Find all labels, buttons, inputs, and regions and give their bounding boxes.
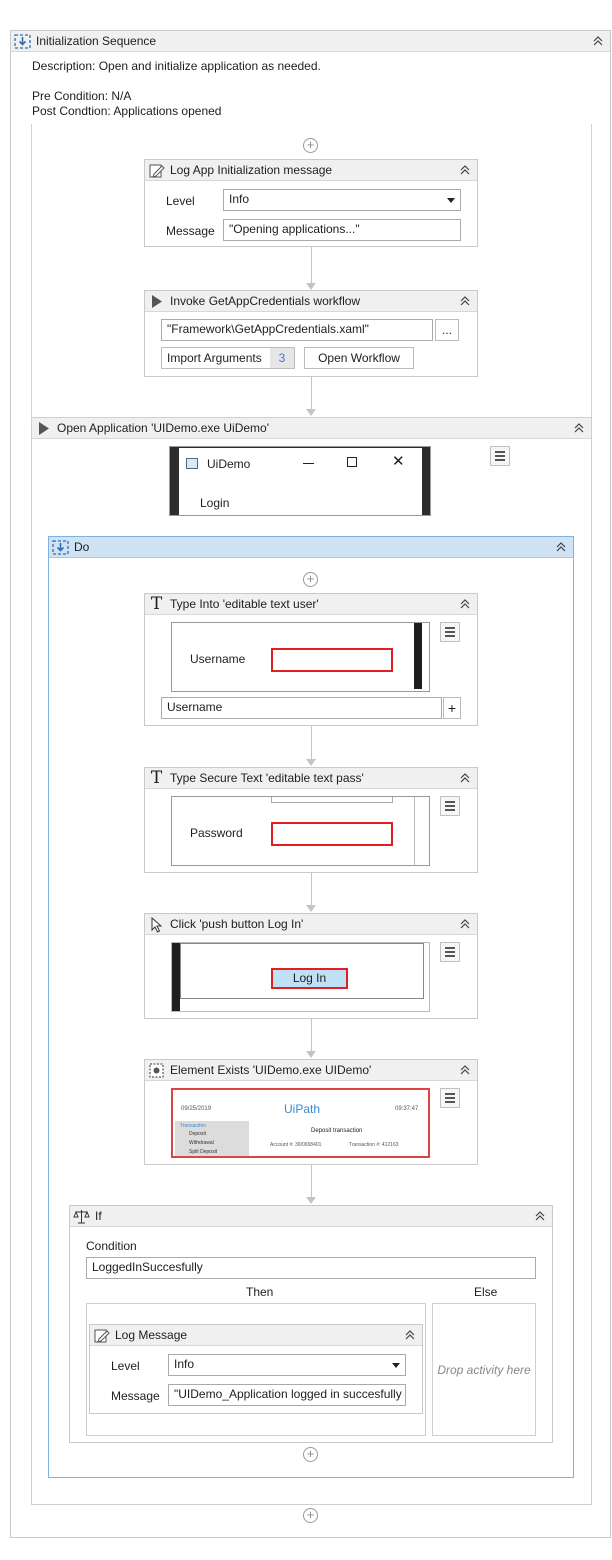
connector-arrow xyxy=(306,759,316,766)
open-application-title: Open Application 'UIDemo.exe UiDemo' xyxy=(57,421,270,435)
connector-arrow xyxy=(306,409,316,416)
log-init-title: Log App Initialization message xyxy=(170,163,333,177)
connector-line xyxy=(311,1019,312,1052)
log-message-header[interactable] xyxy=(90,1325,422,1346)
sequence-title: Initialization Sequence xyxy=(36,34,157,48)
log-message-level-label: Level xyxy=(111,1359,140,1373)
log-message-icon xyxy=(148,162,165,179)
log-message-message-input[interactable]: "UIDemo_Application logged in succesfully xyxy=(168,1384,406,1406)
import-arguments-count: 3 xyxy=(270,348,294,368)
invoke-path-input[interactable]: "Framework\GetAppCredentials.xaml" xyxy=(161,319,433,341)
dropdown-arrow-icon xyxy=(447,198,455,203)
sequence-icon xyxy=(52,539,69,556)
element-exists-title: Element Exists 'UIDemo.exe UIDemo' xyxy=(170,1063,372,1077)
preview-time: 09:37:47 xyxy=(395,1106,419,1112)
add-activity-icon[interactable]: + xyxy=(303,572,318,587)
open-application-preview xyxy=(169,446,431,516)
type-secure-preview xyxy=(171,796,430,866)
connector-arrow xyxy=(306,1051,316,1058)
else-drop-zone[interactable] xyxy=(432,1303,536,1436)
type-text-icon: T xyxy=(150,768,163,788)
preview-menu-heading: Transaction xyxy=(180,1123,206,1129)
type-into-title: Type Into 'editable text user' xyxy=(170,597,319,611)
preview-login-text: Login xyxy=(200,496,230,510)
preview-heading: Deposit transaction xyxy=(311,1128,363,1134)
preview-edge xyxy=(172,943,180,1012)
cursor-icon xyxy=(148,916,165,933)
options-menu-icon[interactable] xyxy=(440,1088,460,1108)
log-init-level-value: Info xyxy=(229,192,250,206)
app-window-icon xyxy=(186,458,198,469)
collapse-icon[interactable] xyxy=(554,540,568,554)
connector-line xyxy=(311,1165,312,1198)
login-button-preview xyxy=(271,968,348,989)
click-preview xyxy=(171,942,430,1012)
condition-label: Condition xyxy=(86,1239,137,1253)
sequence-post-condition: Post Condtion: Applications opened xyxy=(32,104,222,118)
preview-password-target xyxy=(271,822,393,846)
collapse-icon[interactable] xyxy=(591,34,605,48)
invoke-title: Invoke GetAppCredentials workflow xyxy=(170,294,361,308)
preview-window-title: UiDemo xyxy=(207,457,251,471)
sequence-header[interactable] xyxy=(11,31,610,52)
preview-edge xyxy=(414,623,422,689)
type-into-header[interactable] xyxy=(145,594,477,615)
log-message-icon xyxy=(93,1327,110,1344)
then-label: Then xyxy=(246,1285,274,1299)
play-icon xyxy=(148,293,165,310)
log-init-header[interactable] xyxy=(145,160,477,181)
options-menu-icon[interactable] xyxy=(440,622,460,642)
preview-username-label: Username xyxy=(190,652,246,666)
scale-icon xyxy=(73,1208,90,1225)
type-secure-header[interactable] xyxy=(145,768,477,789)
preview-date: 09/25/2019 xyxy=(181,1106,212,1112)
drop-activity-text: Drop activity here xyxy=(437,1362,531,1377)
add-text-button[interactable]: + xyxy=(443,697,461,719)
dropdown-arrow-icon xyxy=(392,1363,400,1368)
minimize-icon xyxy=(303,463,314,464)
preview-menu-withdrawal: Withdrawal xyxy=(189,1140,214,1146)
element-exists-icon xyxy=(148,1062,165,1079)
preview-transaction: Transaction #: 412163 xyxy=(349,1142,399,1148)
log-init-level-label: Level xyxy=(166,194,195,208)
connector-arrow xyxy=(306,905,316,912)
type-secure-title: Type Secure Text 'editable text pass' xyxy=(170,771,364,785)
open-workflow-button[interactable]: Open Workflow xyxy=(304,347,414,369)
preview-edge xyxy=(414,797,415,865)
connector-line xyxy=(311,247,312,284)
preview-password-label: Password xyxy=(190,826,243,840)
add-activity-icon[interactable]: + xyxy=(303,1508,318,1523)
log-message-level-select[interactable] xyxy=(168,1354,406,1376)
log-init-level-select[interactable] xyxy=(223,189,461,211)
preview-username-target xyxy=(271,648,393,672)
type-into-preview xyxy=(171,622,430,692)
preview-app-name: UiPath xyxy=(284,1102,321,1116)
connector-line xyxy=(311,726,312,760)
add-activity-icon[interactable]: + xyxy=(303,1447,318,1462)
collapse-icon[interactable] xyxy=(458,294,472,308)
browse-button[interactable]: ... xyxy=(435,319,459,341)
preview-side-menu xyxy=(175,1121,249,1157)
element-exists-header[interactable] xyxy=(145,1060,477,1081)
maximize-icon xyxy=(347,457,357,467)
type-text-icon: T xyxy=(150,594,163,614)
play-icon xyxy=(35,420,52,437)
add-activity-icon[interactable]: + xyxy=(303,138,318,153)
collapse-icon[interactable] xyxy=(533,1209,547,1223)
if-header[interactable] xyxy=(70,1206,552,1227)
import-arguments-button[interactable] xyxy=(161,347,295,369)
log-init-message-label: Message xyxy=(166,224,215,238)
type-into-text-input[interactable]: Username xyxy=(161,697,442,719)
if-title: If xyxy=(95,1209,102,1223)
do-header[interactable] xyxy=(49,537,573,558)
element-exists-preview xyxy=(171,1088,430,1158)
invoke-header[interactable] xyxy=(145,291,477,312)
else-label: Else xyxy=(474,1285,498,1299)
options-menu-icon[interactable] xyxy=(490,446,510,466)
connector-line xyxy=(311,873,312,906)
collapse-icon[interactable] xyxy=(458,1063,472,1077)
collapse-icon[interactable] xyxy=(458,771,472,785)
login-button-text: Log In xyxy=(292,971,327,985)
collapse-icon[interactable] xyxy=(458,597,472,611)
click-header[interactable] xyxy=(145,914,477,935)
preview-menu-split: Split Deposit xyxy=(189,1149,218,1155)
click-title: Click 'push button Log In' xyxy=(170,917,304,931)
collapse-icon[interactable] xyxy=(572,421,586,435)
connector-line xyxy=(311,377,312,411)
connector-arrow xyxy=(306,283,316,290)
options-menu-icon[interactable] xyxy=(440,942,460,962)
sequence-pre-condition: Pre Condition: N/A xyxy=(32,89,132,103)
import-arguments-label: Import Arguments xyxy=(167,351,262,365)
open-application-header[interactable] xyxy=(32,418,591,439)
do-title: Do xyxy=(74,540,90,554)
preview-account: Account #: 39/0658401 xyxy=(270,1142,322,1148)
log-init-message-input[interactable]: "Opening applications..." xyxy=(223,219,461,241)
preview-window xyxy=(179,448,422,515)
collapse-icon[interactable] xyxy=(458,917,472,931)
condition-input[interactable]: LoggedInSuccesfully xyxy=(86,1257,536,1279)
sequence-description: Description: Open and initialize application as needed. xyxy=(32,59,321,73)
options-menu-icon[interactable] xyxy=(440,796,460,816)
log-message-message-label: Message xyxy=(111,1389,160,1403)
preview-field-edge xyxy=(271,797,393,803)
log-message-title: Log Message xyxy=(115,1328,188,1342)
collapse-icon[interactable] xyxy=(458,163,472,177)
close-icon: ✕ xyxy=(392,453,405,470)
log-message-level-value: Info xyxy=(174,1357,195,1371)
preview-menu-deposit: Deposit xyxy=(189,1131,206,1137)
collapse-icon[interactable] xyxy=(403,1328,417,1342)
sequence-icon xyxy=(14,33,31,50)
connector-arrow xyxy=(306,1197,316,1204)
